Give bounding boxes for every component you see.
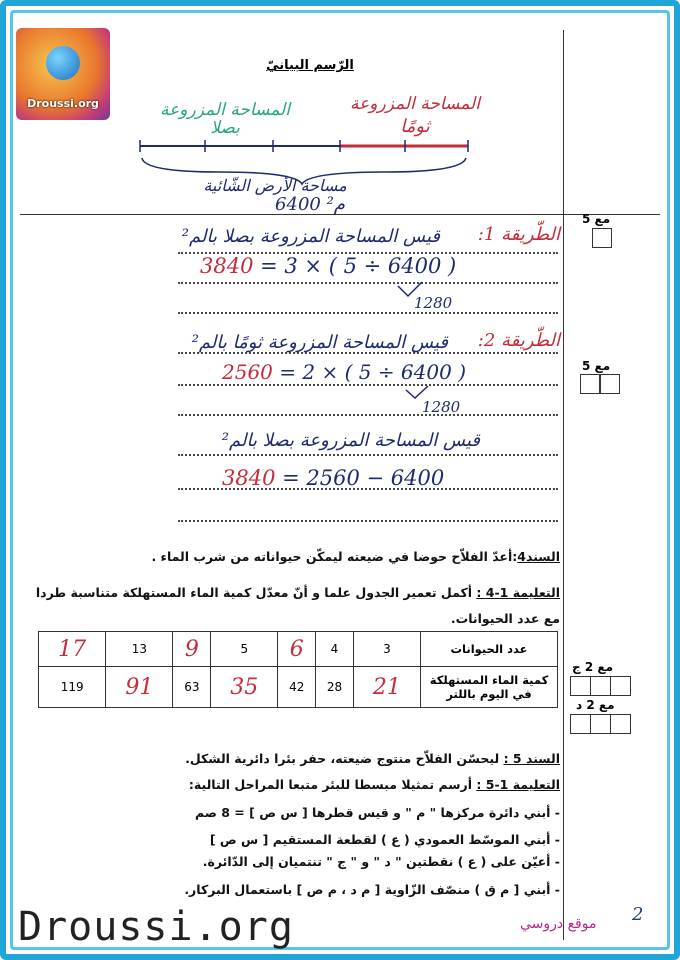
answer-line (178, 520, 558, 522)
cell: 42 (278, 667, 316, 708)
mark-box-3a[interactable] (570, 676, 591, 696)
method1-sub: 1280 (414, 294, 453, 312)
cell-answer[interactable]: 9 (173, 632, 211, 667)
method1-calc: 3840 = 3 × ( 5 ÷ 6400 ) (200, 254, 457, 278)
footer-arabic-site[interactable]: موقع دروسي (520, 916, 597, 932)
cell-answer[interactable]: 21 (353, 667, 420, 708)
proportion-table (38, 631, 558, 708)
total-area-label: مساحة الأرض الشّائية (203, 176, 347, 195)
method2-calc: 2560 = 2 × ( 5 ÷ 6400 ) (222, 360, 466, 384)
cell: 4 (316, 632, 354, 667)
answer-line (178, 384, 558, 386)
red-area-sub: ثومًا (400, 116, 430, 137)
mark-label-4: مع 2 د (576, 698, 615, 712)
red-area-label: المساحة المزروعة (350, 94, 480, 114)
cell-answer[interactable]: 6 (278, 632, 316, 667)
answer-line (178, 414, 558, 416)
mark-box-4b[interactable] (590, 714, 611, 734)
step-1: - أبني دائرة مركزها " م " و قيس قطرها [ س ص ] = 8 صم (195, 805, 560, 820)
step-4: - أبني [ م ق ) منصّف الزّاوية [ م د ، م ص ] باستعمال البركار. (184, 882, 560, 897)
mark-box-2b[interactable] (600, 374, 620, 394)
page-number: 2 (632, 904, 644, 925)
cell-answer[interactable]: 91 (106, 667, 173, 708)
logo-text: Droussi.org (27, 97, 99, 110)
mark-box-3c[interactable] (610, 676, 631, 696)
mark-label-2: مع 5 (582, 359, 611, 373)
method1-text: قيس المساحة المزروعة بصلا بالم² (181, 226, 440, 247)
sanad4: السند4:أعدّ الفلاّح حوضا في ضيعته ليمكّن حيواناته من شرب الماء . (151, 549, 560, 564)
cell: 3 (353, 632, 420, 667)
sanad5: السند 5 : ليحسّن الفلاّح منتوج ضيعته، حفر بئرا دائرية الشكل. (185, 751, 560, 766)
answer-line (178, 282, 558, 284)
margin-divider (563, 30, 564, 940)
mark-box-1[interactable] (592, 228, 612, 248)
table-row-water (39, 667, 558, 708)
step-2: - أبني الموسّط العمودي ( ع ) لقطعة المستقيم [ س ص ] (209, 832, 560, 847)
globe-icon (46, 46, 80, 80)
mark-label-1: مع 5 (582, 212, 611, 226)
cell: 5 (211, 632, 278, 667)
cell-answer[interactable]: 35 (211, 667, 278, 708)
table-row-animals (39, 632, 558, 667)
site-logo[interactable] (16, 28, 110, 120)
method2-heading: الطّريقة 2: (477, 330, 560, 351)
answer-line (178, 454, 558, 456)
green-area-sub: بصلا (210, 118, 240, 138)
method1-heading: الطّريقة 1: (477, 224, 560, 245)
cell: 63 (173, 667, 211, 708)
row-header-water: كمية الماء المستهلكة في اليوم باللتر (421, 667, 558, 708)
taalima-4-1-cont: مع عدد الحيوانات. (450, 611, 560, 626)
cell: 119 (39, 667, 106, 708)
mark-box-3b[interactable] (590, 676, 611, 696)
green-area-label: المساحة المزروعة (160, 100, 290, 120)
answer-line (178, 488, 558, 490)
mark-box-4c[interactable] (610, 714, 631, 734)
mark-box-2a[interactable] (580, 374, 600, 394)
cell: 28 (316, 667, 354, 708)
page-title: الرّسم البيانيّ (266, 58, 354, 73)
row-header-animals: عدد الحيوانات (421, 632, 558, 667)
footer-watermark: Droussi.org (18, 904, 294, 950)
answer-line (178, 352, 558, 354)
taalima-4-1: التعليمة 1-4 : أكمل تعمير الجدول علما و أنّ معدّل كمية الماء المستهلكة متناسبة طردا (35, 585, 560, 600)
method2-text: قيس المساحة المزروعة ثومًا بالم² (191, 332, 448, 353)
method3-calc: 3840 = 2560 − 6400 (222, 466, 445, 490)
method2-sub: 1280 (422, 398, 461, 416)
total-area-value: 6400 م² (275, 194, 345, 215)
taalima-5-1: التعليمة 1-5 : أرسم تمثيلا مبسطا للبئر متبعا المراحل التالية: (188, 777, 560, 792)
method3-text: قيس المساحة المزروعة بصلا بالم² (221, 430, 480, 451)
answer-line (178, 312, 558, 314)
cell-answer[interactable]: 17 (39, 632, 106, 667)
cell: 13 (106, 632, 173, 667)
mark-box-4a[interactable] (570, 714, 591, 734)
step-3: - أعيّن على ( ع ) نقطتين " د " و " ج " تنتميان إلى الدّائرة. (202, 854, 560, 869)
mark-label-3: مع 2 ج (572, 660, 613, 674)
